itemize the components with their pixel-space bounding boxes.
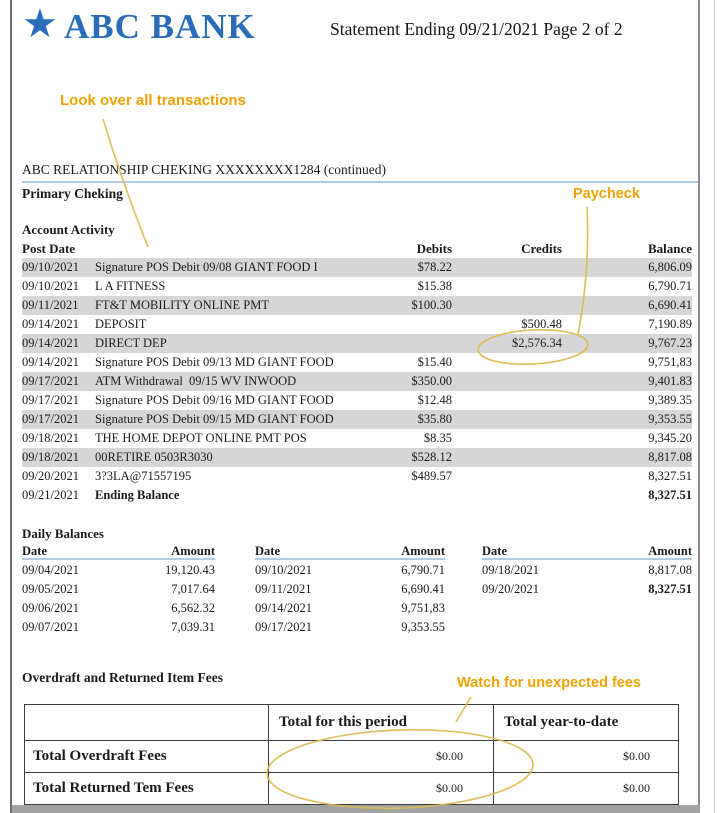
account-activity-header — [22, 239, 692, 258]
transaction-debit: $528.12 — [411, 450, 452, 464]
transaction-date: 09/18/2021 — [22, 450, 79, 464]
balance-date: 09/18/2021 — [482, 563, 539, 577]
transaction-description: DIRECT DEP — [95, 336, 167, 350]
fees-ytd-value: $0.00 — [494, 773, 679, 805]
balance-amount: 8,817.08 — [648, 563, 692, 577]
balance-date: 09/11/2021 — [255, 582, 312, 596]
transaction-row — [22, 486, 692, 505]
daily-balances-header-rule — [22, 558, 215, 560]
transaction-date: 09/10/2021 — [22, 279, 79, 293]
col-header-debits: Debits — [416, 241, 452, 256]
fees-row-label: Total Overdraft Fees — [25, 741, 269, 773]
transaction-description: L A FITNESS — [95, 279, 166, 293]
transaction-row — [22, 315, 692, 334]
col-header-amount: Amount — [401, 544, 445, 558]
transaction-description: DEPOSIT — [95, 317, 147, 331]
transaction-debit: $12.48 — [417, 393, 452, 407]
transaction-balance: 8,327.51 — [648, 469, 692, 483]
transaction-row — [22, 353, 692, 372]
account-title: ABC RELATIONSHIP CHEKING XXXXXXXX1284 (continued) — [22, 162, 386, 177]
transaction-row — [22, 448, 692, 467]
balance-amount: 7,017.64 — [171, 582, 215, 596]
col-header-amount: Amount — [648, 544, 692, 558]
page-right-border — [698, 0, 700, 813]
balance-amount — [577, 599, 692, 618]
page-bottom-bar — [12, 805, 700, 813]
transaction-description: ATM Withdrawal 09/15 WV INWOOD — [95, 374, 297, 388]
transaction-date: 09/21/2021 — [22, 488, 79, 502]
fees-header-ytd: Total year-to-date — [494, 705, 679, 741]
balance-amount: 7,039.31 — [171, 620, 215, 634]
balance-date: 09/04/2021 — [22, 563, 79, 577]
fees-row-label: Total Returned Tem Fees — [25, 773, 269, 805]
transaction-balance: 8,817.08 — [648, 450, 692, 464]
transaction-credit — [452, 277, 562, 296]
fees-section-title: Overdraft and Returned Item Fees — [22, 670, 223, 685]
fees-period-value: $0.00 — [269, 773, 494, 805]
account-title-rule — [22, 181, 698, 183]
transaction-description: 3?3LA@71557195 — [95, 469, 192, 483]
transaction-description: Ending Balance — [95, 488, 180, 502]
account-subtitle: Primary Cheking — [22, 186, 123, 201]
transaction-row — [22, 277, 692, 296]
transaction-debit — [362, 486, 452, 505]
transaction-credit: $2,576.34 — [512, 336, 562, 350]
statement-ending-line: Statement Ending 09/21/2021 Page 2 of 2 — [330, 19, 623, 39]
balance-date: 09/05/2021 — [22, 582, 79, 596]
daily-balance-row — [22, 561, 692, 580]
transaction-credit — [452, 448, 562, 467]
balance-amount: 6,790.71 — [401, 563, 445, 577]
transaction-debit — [362, 315, 452, 334]
balance-date — [482, 599, 577, 618]
fees-header-row — [25, 705, 679, 741]
daily-balances-title: Daily Balances — [22, 526, 104, 541]
balance-amount: 9,751,83 — [401, 601, 445, 615]
transaction-balance: 9,751,83 — [648, 355, 692, 369]
transaction-description: Signature POS Debit 09/08 GIANT FOOD I — [95, 260, 318, 274]
transaction-row — [22, 391, 692, 410]
page-left-border — [10, 0, 12, 813]
transaction-balance: 9,353.55 — [648, 412, 692, 426]
transaction-debit: $78.22 — [417, 260, 452, 274]
transaction-credit — [452, 486, 562, 505]
transaction-date: 09/10/2021 — [22, 260, 79, 274]
transaction-row — [22, 429, 692, 448]
transaction-debit — [362, 334, 452, 353]
transaction-row — [22, 410, 692, 429]
balance-date: 09/07/2021 — [22, 620, 79, 634]
transaction-row — [22, 296, 692, 315]
transaction-debit: $350.00 — [411, 374, 452, 388]
transaction-balance: 9,389.35 — [648, 393, 692, 407]
annotation-watch-fees: Watch for unexpected fees — [457, 675, 641, 691]
transaction-balance: 9,401.83 — [648, 374, 692, 388]
col-header-amount: Amount — [171, 544, 215, 558]
balance-date: 09/10/2021 — [255, 563, 312, 577]
transaction-debit: $100.30 — [411, 298, 452, 312]
balance-amount: 9,353.55 — [401, 620, 445, 634]
transaction-row — [22, 258, 692, 277]
annotation-look-over-transactions: Look over all transactions — [60, 92, 246, 109]
transaction-credit — [452, 372, 562, 391]
balance-amount: 6,562.32 — [171, 601, 215, 615]
transaction-description: Signature POS Debit 09/15 MD GIANT FOOD — [95, 412, 334, 426]
page-edge-line — [714, 0, 715, 813]
daily-balance-row — [22, 599, 692, 618]
transaction-credit: $500.48 — [521, 317, 562, 331]
daily-balances-rows — [22, 561, 692, 637]
transaction-balance: 9,767.23 — [648, 336, 692, 350]
transaction-row — [22, 334, 692, 353]
transaction-date: 09/17/2021 — [22, 374, 79, 388]
fees-row — [25, 773, 679, 805]
balance-amount — [577, 618, 692, 637]
daily-balance-row — [22, 618, 692, 637]
balance-date: 09/20/2021 — [482, 582, 539, 596]
bank-star-icon: ★ — [22, 1, 58, 46]
balance-date — [482, 618, 577, 637]
transaction-date: 09/17/2021 — [22, 412, 79, 426]
transaction-credit — [452, 391, 562, 410]
col-header-post-date: Post Date — [22, 241, 76, 256]
transaction-debit: $8.35 — [423, 431, 452, 445]
transaction-date: 09/14/2021 — [22, 355, 79, 369]
account-activity-rows — [22, 258, 692, 505]
transaction-balance: 7,190.89 — [648, 317, 692, 331]
transaction-balance: 9,345.20 — [648, 431, 692, 445]
transaction-description: THE HOME DEPOT ONLINE PMT POS — [95, 431, 307, 445]
fees-header-empty — [25, 705, 269, 741]
col-header-date: Date — [22, 544, 47, 558]
fees-period-value: $0.00 — [269, 741, 494, 773]
balance-date: 09/14/2021 — [255, 601, 312, 615]
transaction-debit: $35.80 — [417, 412, 452, 426]
transaction-debit: $489.57 — [411, 469, 452, 483]
transaction-credit — [452, 467, 562, 486]
col-header-date: Date — [255, 544, 280, 558]
transaction-date: 09/18/2021 — [22, 431, 79, 445]
balance-amount: 8,327.51 — [648, 582, 692, 596]
col-header-balance: Balance — [647, 241, 692, 256]
transaction-description: Signature POS Debit 09/13 MD GIANT FOOD — [95, 355, 334, 369]
transaction-balance: 8,327.51 — [648, 488, 692, 502]
transaction-date: 09/17/2021 — [22, 393, 79, 407]
fees-header-period: Total for this period — [269, 705, 494, 741]
fees-ytd-value: $0.00 — [494, 741, 679, 773]
transaction-balance: 6,806.09 — [648, 260, 692, 274]
account-activity-title: Account Activity — [22, 222, 115, 237]
transaction-debit: $15.38 — [417, 279, 452, 293]
transaction-balance: 6,690.41 — [648, 298, 692, 312]
col-header-date: Date — [482, 544, 507, 558]
transaction-date: 09/20/2021 — [22, 469, 79, 483]
fees-table — [24, 704, 679, 805]
balance-date: 09/06/2021 — [22, 601, 79, 615]
transaction-debit: $15.40 — [417, 355, 452, 369]
transaction-description: FT&T MOBILITY ONLINE PMT — [95, 298, 269, 312]
balance-date: 09/17/2021 — [255, 620, 312, 634]
transaction-balance: 6,790.71 — [648, 279, 692, 293]
transaction-credit — [452, 353, 562, 372]
fees-row — [25, 741, 679, 773]
daily-balance-row — [22, 580, 692, 599]
transaction-row — [22, 372, 692, 391]
col-header-credits: Credits — [521, 241, 562, 256]
annotation-paycheck: Paycheck — [573, 186, 640, 202]
transaction-date: 09/14/2021 — [22, 317, 79, 331]
transaction-credit — [452, 258, 562, 277]
transaction-credit — [452, 410, 562, 429]
daily-balances-header-rule — [482, 558, 692, 560]
transaction-credit — [452, 296, 562, 315]
transaction-description: 00RETIRE 0503R3030 — [95, 450, 213, 464]
balance-amount: 6,690.41 — [401, 582, 445, 596]
balance-amount: 19,120.43 — [165, 563, 215, 577]
transaction-date: 09/14/2021 — [22, 336, 79, 350]
transaction-row — [22, 467, 692, 486]
transaction-credit — [452, 429, 562, 448]
daily-balances-header-rule — [255, 558, 445, 560]
bank-name: ABC BANK — [64, 7, 256, 46]
transaction-date: 09/11/2021 — [22, 298, 79, 312]
transaction-description: Signature POS Debit 09/16 MD GIANT FOOD — [95, 393, 334, 407]
